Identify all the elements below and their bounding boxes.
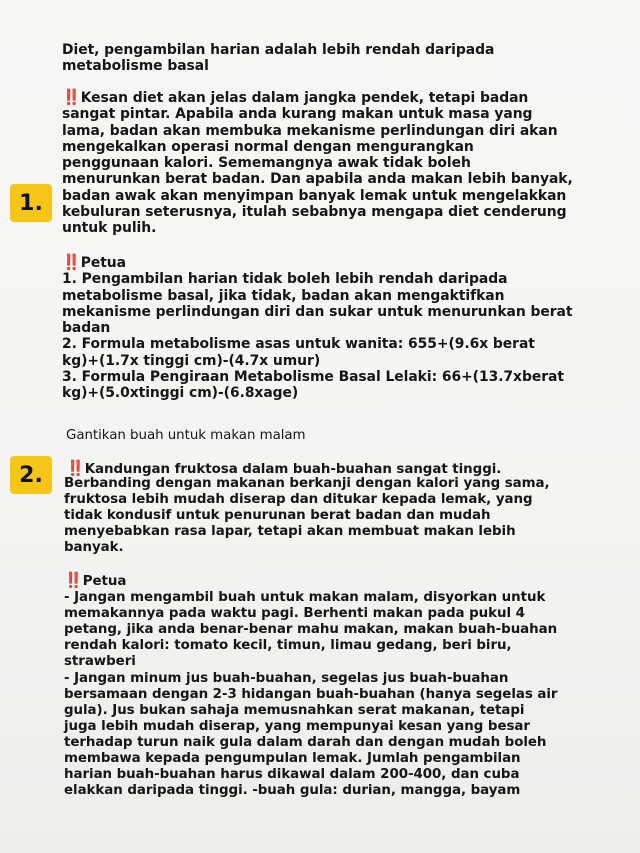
effect-line: untuk pulih. (62, 220, 157, 237)
tips-heading: ‼️ Petua (64, 571, 127, 589)
effect-line: menyebabkan rasa lapar, tetapi akan membuat makan lebih (64, 524, 516, 540)
tips-heading: ‼️ Petua (62, 253, 126, 271)
effect-line: badan awak akan menyimpan banyak lemak untuk mengelakkan (62, 187, 567, 204)
tips-line: - Jangan minum jus buah-buahan, segelas jus buah-buahan (64, 670, 509, 686)
tips-line: badan (62, 320, 111, 337)
tips-line: membawa kepada pengumpulan lemak. Jumlah pengambilan (64, 751, 521, 767)
section-1-tips (62, 254, 572, 402)
title-line: Diet, pengambilan harian adalah lebih rendah daripada (62, 42, 495, 58)
tips-line: petang, jika anda benar-benar mahu makan, makan buah-buahan (64, 622, 558, 638)
double-exclamation-icon: ‼️ (64, 571, 79, 589)
tips-line: mekanisme perlindungan diri dan sukar untuk menurunkan berat (62, 303, 573, 320)
effect-line: lama, badan akan membuka mekanisme perlindungan diri akan (62, 122, 558, 139)
tips-line: terhadap turun naik gula dalam darah dan dengan mudah boleh (64, 734, 547, 750)
effect-line: sangat pintar. Apabila anda kurang makan untuk masa yang (62, 106, 533, 123)
effect-line: fruktosa lebih mudah diserap dan ditukar kepada lemak, yang (64, 492, 533, 508)
effect-line: Berbanding dengan makanan berkanji dengan kalori yang sama, (64, 476, 550, 491)
effect-line: penggunaan kalori. Sememangnya awak tidak boleh (62, 155, 471, 172)
tips-line: 1. Pengambilan harian tidak boleh lebih rendah daripada (62, 271, 508, 288)
tips-line: 3. Formula Pengiraan Metabolisme Basal Lelaki: 66+(13.7xberat (62, 369, 564, 386)
tips-line: gula). Jus bukan sahaja memusnahkan serat makanan, tetapi (64, 702, 525, 718)
double-exclamation-icon: ‼️ (62, 88, 77, 106)
section-2-tips (64, 572, 557, 799)
section-number-badge-2 (10, 456, 52, 494)
tips-line: strawberi (64, 654, 136, 670)
title-line: Gantikan buah untuk makan malam (66, 428, 306, 443)
tips-line: 2. Formula metabolisme asas untuk wanita: 655+(9.6x berat (62, 336, 535, 353)
effect-line: ‼️ Kandungan fruktosa dalam buah-buahan sangat tinggi. (66, 459, 502, 477)
section-1-effect (62, 89, 573, 237)
tips-line: harian buah-buahan harus dikawal dalam 200-400, dan cuba (64, 767, 520, 783)
tips-line: kg)+(1.7x tinggi cm)-(4.7x umur) (62, 352, 321, 369)
section-2-title (66, 428, 306, 444)
tips-line: memakannya pada waktu pagi. Berhenti makan pada pukul 4 (64, 606, 525, 622)
section-1-title (62, 42, 494, 75)
tips-line: kg)+(5.0xtinggi cm)-(6.8xage) (62, 385, 299, 402)
double-exclamation-icon: ‼️ (66, 459, 81, 477)
tips-line: bersamaan dengan 2-3 hidangan buah-buahan (hanya segelas air (64, 686, 558, 702)
section-2-effect-cont (64, 476, 550, 556)
tips-line: - Jangan mengambil buah untuk makan malam, disyorkan untuk (64, 590, 546, 606)
section-number-badge-1 (10, 184, 52, 222)
tips-line: metabolisme basal, jika tidak, badan akan mengaktifkan (62, 287, 505, 304)
tips-line: rendah kalori: tomato kecil, timun, limau gedang, beri biru, (64, 638, 512, 654)
effect-line: menurunkan berat badan. Dan apabila anda makan lebih banyak, (62, 171, 573, 188)
section-1 (62, 42, 494, 75)
tips-line: juga lebih mudah diserap, yang mempunyai kesan yang besar (64, 718, 530, 734)
effect-line: banyak. (64, 540, 124, 556)
double-exclamation-icon: ‼️ (62, 253, 77, 271)
effect-line: ‼️ Kesan diet akan jelas dalam jangka pendek, tetapi badan (62, 88, 529, 106)
effect-line: tidak kondusif untuk penurunan berat badan dan mudah (64, 508, 491, 524)
title-line: metabolisme basal (62, 58, 209, 75)
badge-number: 2. (19, 462, 43, 488)
effect-line: mengekalkan operasi normal dengan mengurangkan (62, 138, 474, 155)
badge-number: 1. (19, 190, 43, 216)
effect-line: kebuluran seterusnya, itulah sebabnya mengapa diet cenderung (62, 204, 567, 221)
tips-line: elakkan daripada tinggi. -buah gula: durian, mangga, bayam (64, 783, 521, 799)
